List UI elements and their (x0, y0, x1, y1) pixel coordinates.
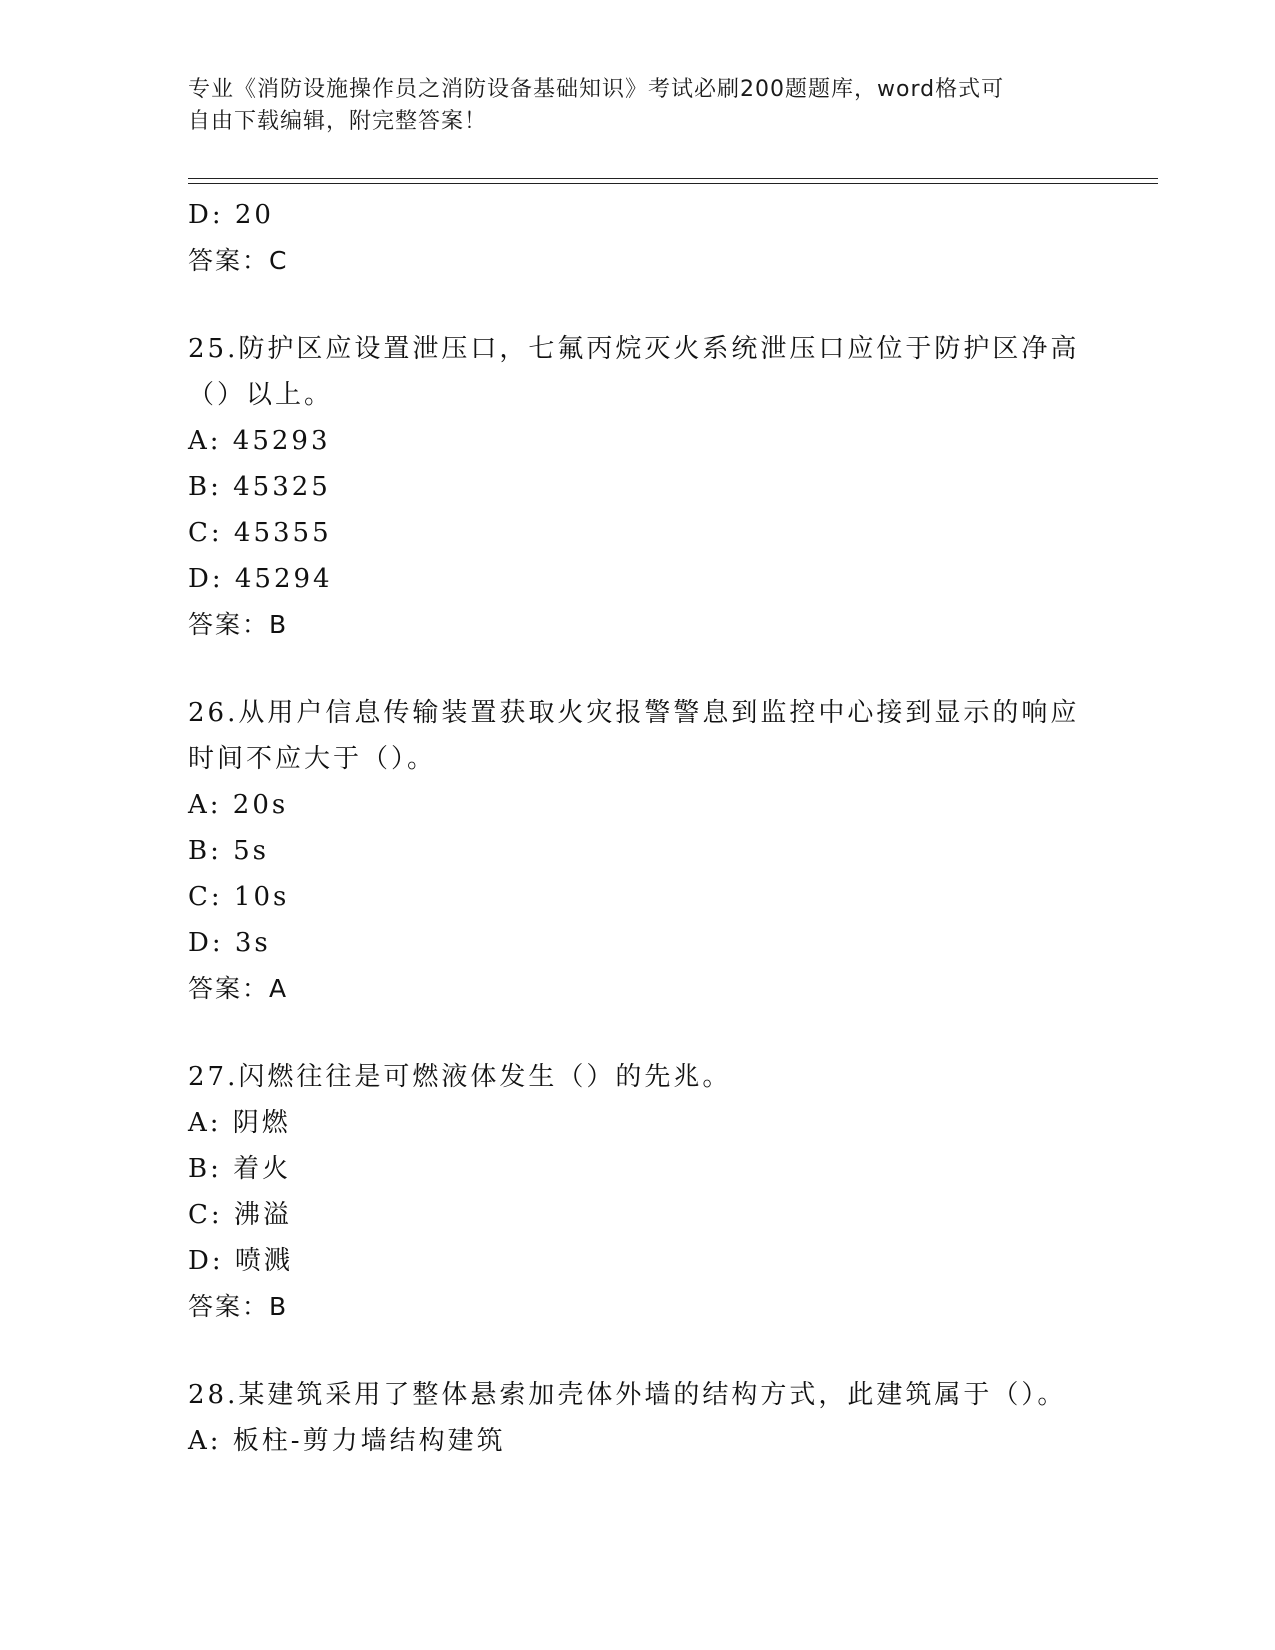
question-stem-continued: （）以上。 (188, 380, 334, 410)
previous-question-continuation (188, 192, 1088, 284)
question-26 (188, 690, 1088, 1012)
header-divider (188, 178, 1158, 184)
option-a: A: 阴燃 (188, 1108, 291, 1138)
option-d: D: 喷溅 (188, 1246, 293, 1276)
option-d: D: 45294 (188, 564, 333, 594)
question-stem: 26.从用户信息传输装置获取火灾报警警息到监控中心接到显示的响应 (188, 698, 1080, 728)
option-b: B: 着火 (188, 1154, 292, 1184)
option-a: A: 45293 (188, 426, 331, 456)
question-stem: 25.防护区应设置泄压口，七氟丙烷灭火系统泄压口应位于防护区净高 (188, 334, 1080, 364)
document-header (188, 74, 1088, 138)
option-d: D: 3s (188, 928, 271, 958)
option-a: A: 20s (188, 790, 289, 820)
answer-line: 答案：B (188, 610, 289, 639)
answer-line: 答案：C (188, 246, 289, 275)
option-c: C: 45355 (188, 518, 332, 548)
option-b: B: 5s (188, 836, 270, 866)
option-c: C: 沸溢 (188, 1200, 292, 1230)
option-c: C: 10s (188, 882, 290, 912)
question-stem: 28.某建筑采用了整体悬索加壳体外墙的结构方式，此建筑属于（）。 (188, 1380, 1067, 1410)
header-title-line-1: 专业《消防设施操作员之消防设备基础知识》考试必刷200题题库，word格式可 (188, 77, 1005, 102)
option-d: D: 20 (188, 200, 274, 230)
option-b: B: 45325 (188, 472, 331, 502)
answer-line: 答案：B (188, 1292, 289, 1321)
question-stem: 27.闪燃往往是可燃液体发生（）的先兆。 (188, 1062, 732, 1092)
answer-line: 答案：A (188, 974, 289, 1003)
question-28 (188, 1372, 1088, 1464)
option-a: A: 板柱-剪力墙结构建筑 (188, 1426, 506, 1456)
question-stem-continued: 时间不应大于（）。 (188, 744, 437, 774)
question-25 (188, 326, 1088, 648)
header-title-line-2: 自由下载编辑，附完整答案！ (188, 109, 488, 134)
question-27 (188, 1054, 1088, 1330)
question-content (188, 192, 1088, 1464)
